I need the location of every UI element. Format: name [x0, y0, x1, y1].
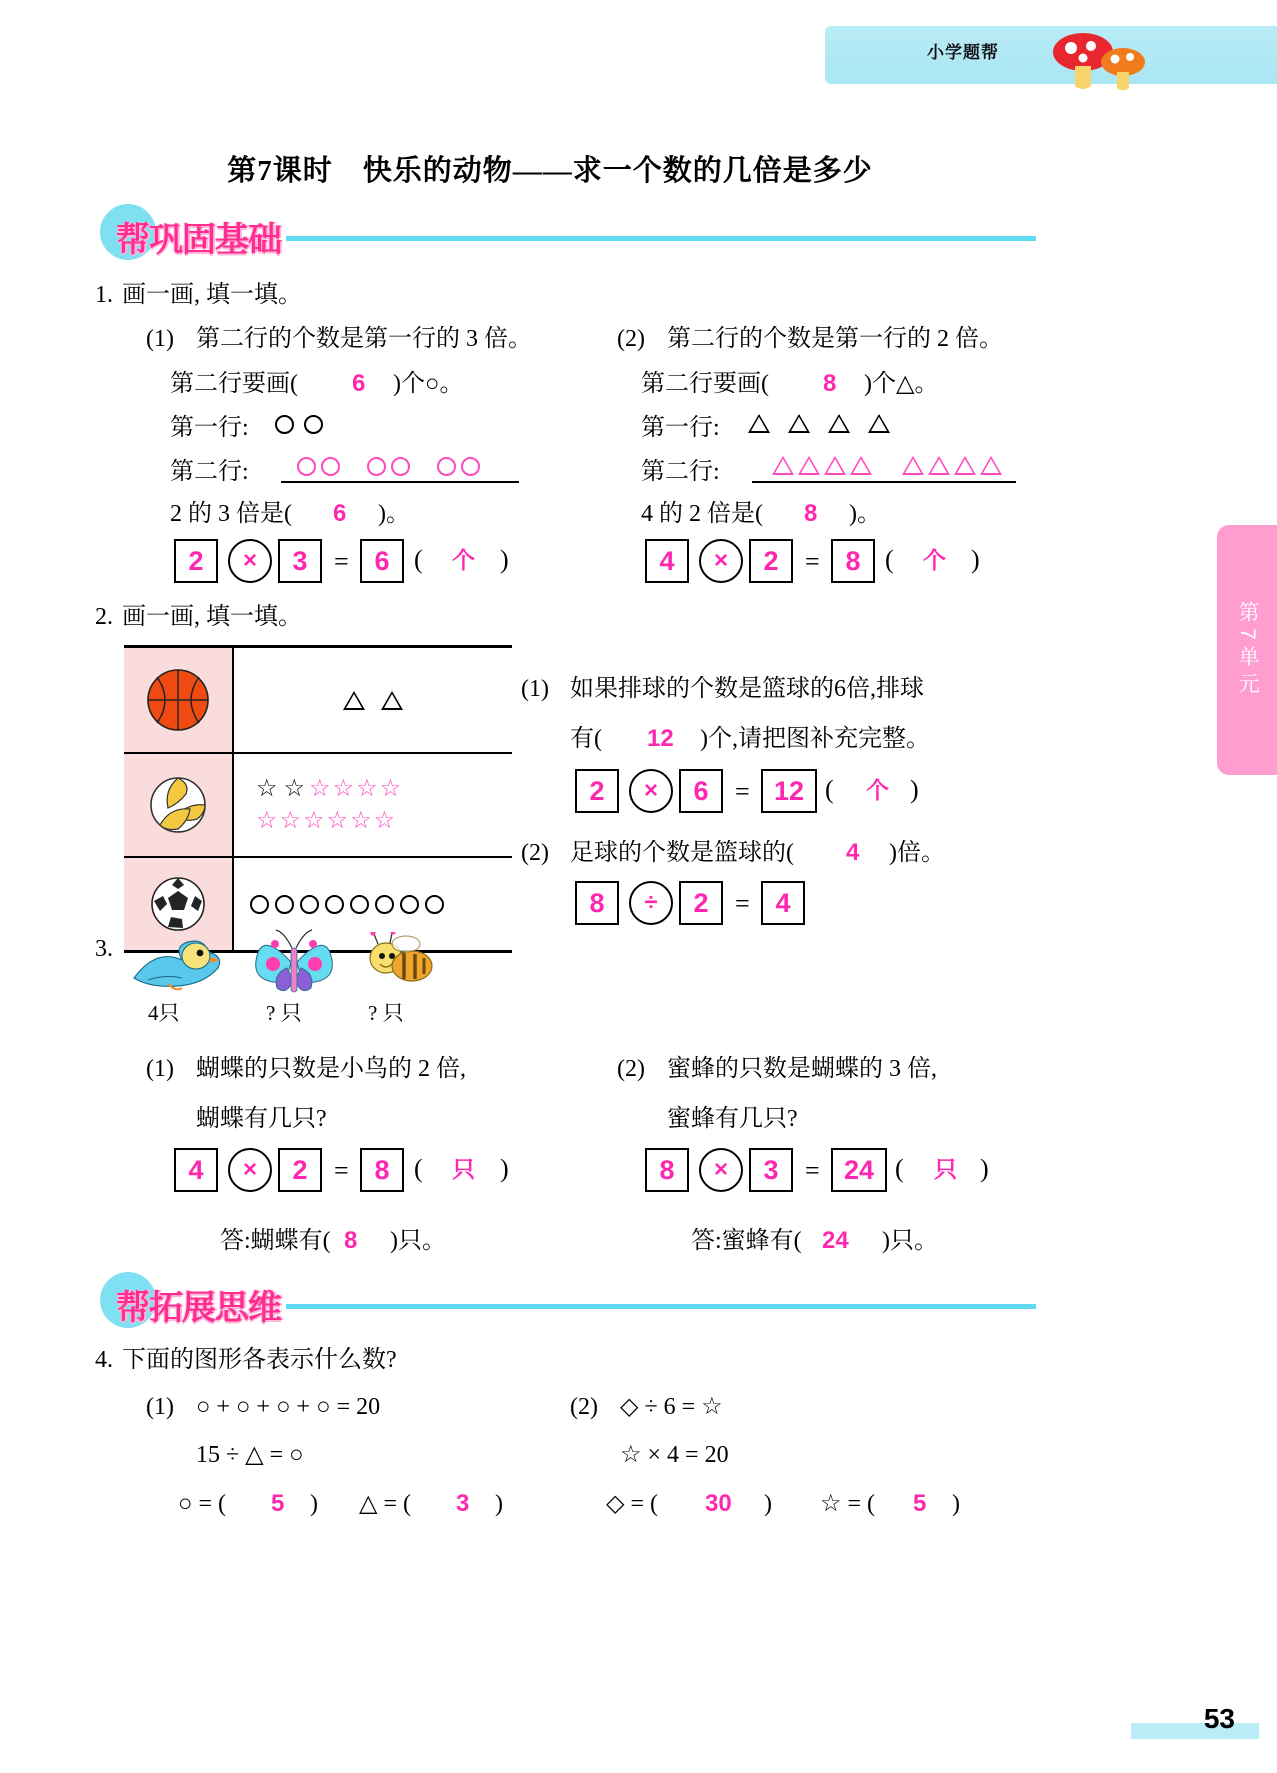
q4-part1-line1: ○ + ○ + ○ + ○ = 20: [196, 1394, 381, 1420]
q1-part1-answer-underline: [281, 481, 519, 483]
section-label-basics: 帮巩固基础: [116, 221, 281, 259]
q4-part2-line2: ☆ × 4 = 20: [620, 1442, 729, 1468]
q2-part2-eq-b[interactable]: 2: [679, 881, 723, 925]
q1-part1-eq-op[interactable]: ×: [228, 539, 272, 583]
footer-bar: [1131, 1723, 1259, 1739]
q1-part2-eq-b[interactable]: 2: [749, 539, 793, 583]
triangle-icon: [772, 456, 794, 475]
q1-part2-row1-label: 第一行:: [641, 415, 720, 441]
q3-number: 3.: [95, 936, 113, 962]
q1-part1-times-answer[interactable]: 6: [333, 500, 347, 527]
section-header-extend: [100, 1272, 1036, 1328]
triangle-icon: [980, 456, 1002, 475]
q3-part1-line1: 蝴蝶的只数是小鸟的 2 倍,: [196, 1056, 466, 1082]
q2-part2-line1-pre: 足球的个数是篮球的(: [570, 840, 794, 866]
q2-part1-line2-answer[interactable]: 12: [647, 725, 674, 752]
q2-row2-shapes[interactable]: [234, 754, 512, 856]
q1-part1-eq-result[interactable]: 6: [360, 539, 404, 583]
q1-part1-row1-shapes: [275, 415, 323, 434]
q2-part1-eq-equals: =: [735, 777, 750, 806]
page-number: 53: [1203, 1703, 1235, 1734]
q4-prompt: 下面的图形各表示什么数?: [122, 1347, 397, 1373]
q3-part1-eq-b[interactable]: 2: [278, 1148, 322, 1192]
q4-part2-res2-pre: ☆ = (: [820, 1491, 876, 1517]
q1-prompt: 画一画, 填一填。: [122, 282, 302, 308]
q2-part1-eq-op[interactable]: ×: [629, 769, 673, 813]
q2-part2-eq-a[interactable]: 8: [575, 881, 619, 925]
q1-part2-draw-post: )个△。: [864, 371, 939, 397]
q1-part2-times-post: )。: [849, 501, 881, 527]
triangle-icon: [954, 456, 976, 475]
q1-part1-row2-shapes[interactable]: [297, 457, 480, 476]
star-icon: ☆: [350, 808, 372, 834]
q1-part2-row1-shapes: [748, 414, 890, 433]
q3-part2-unit-open: (: [895, 1154, 904, 1183]
q1-part2-row2-shapes[interactable]: [772, 456, 1002, 475]
q1-part2-times-answer[interactable]: 8: [804, 500, 818, 527]
bee-icon: [360, 932, 436, 996]
star-icon: ☆: [279, 808, 302, 834]
q4-part1-res2-answer[interactable]: 3: [456, 1490, 470, 1517]
circle-icon: [300, 895, 319, 914]
circle-icon: [400, 895, 419, 914]
section-label-extend: 帮拓展思维: [116, 1289, 281, 1327]
q3-part1-eq-op[interactable]: ×: [228, 1148, 272, 1192]
circle-icon: [461, 457, 480, 476]
table-row: [124, 752, 512, 856]
q4-part1-res2-post: ): [495, 1491, 503, 1517]
q3-part2-line1: 蜜蜂的只数是蝴蝶的 3 倍,: [667, 1056, 937, 1082]
q1-part1-eq-equals: =: [334, 547, 349, 576]
q3-part1-answer-post: )只。: [390, 1228, 446, 1254]
q2-part2-eq-op[interactable]: ÷: [629, 881, 673, 925]
q3-part1-eq-unit[interactable]: 只: [452, 1156, 475, 1182]
star-icon: ☆: [332, 776, 355, 802]
triangle-icon: [850, 456, 872, 475]
q1-part1-eq-a[interactable]: 2: [174, 539, 218, 583]
q3-part2-eq-unit[interactable]: 只: [934, 1156, 957, 1182]
q2-part2-line1-answer[interactable]: 4: [846, 839, 860, 866]
q3-part2-eq-result[interactable]: 24: [831, 1148, 887, 1192]
volleyball-icon: [124, 754, 234, 856]
circle-icon: [275, 895, 294, 914]
q2-number: 2.: [95, 604, 113, 630]
circle-icon: [321, 457, 340, 476]
q1-part2-eq-op[interactable]: ×: [699, 539, 743, 583]
q2-part1-line2-pre: 有(: [570, 726, 602, 752]
q1-part2-draw-pre: 第二行要画(: [641, 371, 769, 397]
triangle-icon: [828, 414, 850, 433]
q1-part1-times-post: )。: [378, 501, 410, 527]
star-icon: ☆: [326, 808, 349, 834]
q4-part1-res1-pre: ○ = (: [178, 1491, 227, 1517]
q4-part2-res2-post: ): [952, 1491, 960, 1517]
q2-part2-eq-result[interactable]: 4: [761, 881, 805, 925]
q1-part1-eq-unit[interactable]: 个: [452, 547, 475, 573]
q4-part2-res2-answer[interactable]: 5: [913, 1490, 927, 1517]
triangle-icon: [798, 456, 820, 475]
butterfly-icon: [253, 928, 335, 1000]
q1-part1-unit-close: ): [500, 545, 509, 574]
circle-icon: [391, 457, 410, 476]
q3-part1-label: (1): [146, 1056, 174, 1082]
q4-part1-res1-post: ): [310, 1491, 318, 1517]
q2-part1-unit-open: (: [825, 775, 834, 804]
circle-icon: [350, 895, 369, 914]
section-header-basics: [100, 204, 1036, 260]
star-icon: ☆: [356, 776, 378, 802]
q3-part2-answer-post: )只。: [882, 1228, 938, 1254]
triangle-icon: [748, 414, 770, 433]
circle-icon: [304, 415, 323, 434]
circle-icon: [275, 415, 294, 434]
q1-part2-row2-label: 第二行:: [641, 459, 720, 485]
section-rule: [286, 236, 1036, 241]
q3-part1-answer-value[interactable]: 8: [344, 1227, 358, 1254]
bird-icon: [128, 930, 224, 996]
q1-part2-statement: 第二行的个数是第一行的 2 倍。: [667, 326, 1003, 352]
q4-part2-res1-pre: ◇ = (: [606, 1491, 658, 1517]
circle-icon: [250, 895, 269, 914]
circle-icon: [437, 457, 456, 476]
q3-part1-eq-equals: =: [334, 1156, 349, 1185]
q1-part2-unit-close: ): [971, 545, 980, 574]
unit-side-tab-label: 第7单元: [1236, 600, 1259, 700]
triangle-icon: [343, 691, 365, 710]
q2-prompt: 画一画, 填一填。: [122, 604, 302, 630]
triangle-icon: [928, 456, 950, 475]
q3-part2-answer-value[interactable]: 24: [822, 1227, 849, 1254]
star-icon: ☆: [309, 776, 331, 802]
q3-caption-bee: ? 只: [368, 1001, 404, 1025]
star-icon: ☆: [303, 808, 325, 834]
q1-part2-eq-result[interactable]: 8: [831, 539, 875, 583]
q3-part2-eq-a[interactable]: 8: [645, 1148, 689, 1192]
q1-part2-label: (2): [617, 326, 645, 352]
q1-part1-eq-b[interactable]: 3: [278, 539, 322, 583]
q3-part1-eq-result[interactable]: 8: [360, 1148, 404, 1192]
triangle-icon: [824, 456, 846, 475]
table-row: [124, 648, 512, 752]
q1-part2-eq-a[interactable]: 4: [645, 539, 689, 583]
q3-part1-line2: 蝴蝶有几只?: [196, 1106, 327, 1132]
q4-part1-line2: 15 ÷ △ = ○: [196, 1442, 304, 1468]
q1-part1-row2-label: 第二行:: [170, 459, 249, 485]
q3-caption-bird: 4只: [148, 1001, 180, 1025]
star-icon: ☆: [379, 776, 402, 802]
star-icon: ☆: [373, 808, 396, 834]
q3-part1-unit-close: ): [500, 1154, 509, 1183]
q4-part2-res1-answer[interactable]: 30: [705, 1490, 732, 1517]
q3-part2-answer-pre: 答:蜜蜂有(: [691, 1228, 802, 1254]
q1-number: 1.: [95, 282, 113, 308]
unit-side-tab: [1217, 525, 1277, 775]
q2-row1-shapes: [234, 648, 512, 752]
q1-part2-eq-unit[interactable]: 个: [923, 547, 946, 573]
star-icon: ☆: [256, 776, 278, 802]
q2-part1-unit-close: ): [910, 775, 919, 804]
q2-part1-eq-b[interactable]: 6: [679, 769, 723, 813]
circle-icon: [325, 895, 344, 914]
q2-part1-label: (1): [521, 676, 549, 702]
q1-part1-draw-pre: 第二行要画(: [170, 371, 298, 397]
q1-part1-times-pre: 2 的 3 倍是(: [170, 501, 292, 527]
circle-icon: [375, 895, 394, 914]
q1-part1-draw-post: )个○。: [393, 371, 464, 397]
triangle-icon: [868, 414, 890, 433]
star-icon: ☆: [256, 808, 278, 834]
mushroom-icon: [1037, 22, 1167, 90]
q4-part2-line1: ◇ ÷ 6 = ☆: [620, 1394, 723, 1420]
q2-table: [124, 645, 512, 953]
q3-part2-unit-close: ): [980, 1154, 989, 1183]
q4-number: 4.: [95, 1347, 113, 1373]
q1-part1-unit-open: (: [414, 545, 423, 574]
basketball-icon: [124, 648, 234, 752]
section-rule: [286, 1304, 1036, 1309]
circle-icon: [297, 457, 316, 476]
triangle-icon: [381, 691, 403, 710]
q3-part1-eq-a[interactable]: 4: [174, 1148, 218, 1192]
circle-icon: [367, 457, 386, 476]
q1-part1-draw-answer[interactable]: 6: [352, 370, 366, 397]
q1-part2-unit-open: (: [885, 545, 894, 574]
q3-part1-unit-open: (: [414, 1154, 423, 1183]
q2-part1-eq-unit[interactable]: 个: [866, 777, 889, 803]
circle-icon: [425, 895, 444, 914]
q3-part2-label: (2): [617, 1056, 645, 1082]
q1-part1-label: (1): [146, 326, 174, 352]
q3-caption-butterfly: ? 只: [266, 1001, 302, 1025]
q4-part2-label: (2): [570, 1394, 598, 1420]
q3-part2-line2: 蜜蜂有几只?: [667, 1106, 798, 1132]
triangle-icon: [788, 414, 810, 433]
q1-part1-statement: 第二行的个数是第一行的 3 倍。: [196, 326, 532, 352]
brand-label: 小学题帮: [927, 43, 999, 62]
q4-part1-res1-answer[interactable]: 5: [271, 1490, 285, 1517]
q2-part1-line1: 如果排球的个数是篮球的6倍,排球: [570, 676, 924, 702]
q3-part2-eq-equals: =: [805, 1156, 820, 1185]
q2-part2-eq-equals: =: [735, 889, 750, 918]
q4-part1-res2-pre: △ = (: [359, 1491, 411, 1517]
triangle-icon: [902, 456, 924, 475]
page-title: 第7课时 快乐的动物——求一个数的几倍是多少: [227, 155, 873, 187]
q2-part1-line2-post: )个,请把图补充完整。: [700, 726, 930, 752]
q1-part2-times-pre: 4 的 2 倍是(: [641, 501, 763, 527]
q1-part2-answer-underline: [752, 481, 1016, 483]
q2-part1-eq-result[interactable]: 12: [761, 769, 817, 813]
star-icon: ☆: [283, 776, 306, 802]
q1-part2-draw-answer[interactable]: 8: [823, 370, 837, 397]
q4-part2-res1-post: ): [764, 1491, 772, 1517]
q2-part2-label: (2): [521, 840, 549, 866]
q3-part2-eq-b[interactable]: 3: [749, 1148, 793, 1192]
q1-part2-eq-equals: =: [805, 547, 820, 576]
q2-part1-eq-a[interactable]: 2: [575, 769, 619, 813]
q2-part2-line1-post: )倍。: [889, 840, 945, 866]
q1-part1-row1-label: 第一行:: [170, 415, 249, 441]
q3-part2-eq-op[interactable]: ×: [699, 1148, 743, 1192]
q3-part1-answer-pre: 答:蝴蝶有(: [220, 1228, 331, 1254]
q4-part1-label: (1): [146, 1394, 174, 1420]
